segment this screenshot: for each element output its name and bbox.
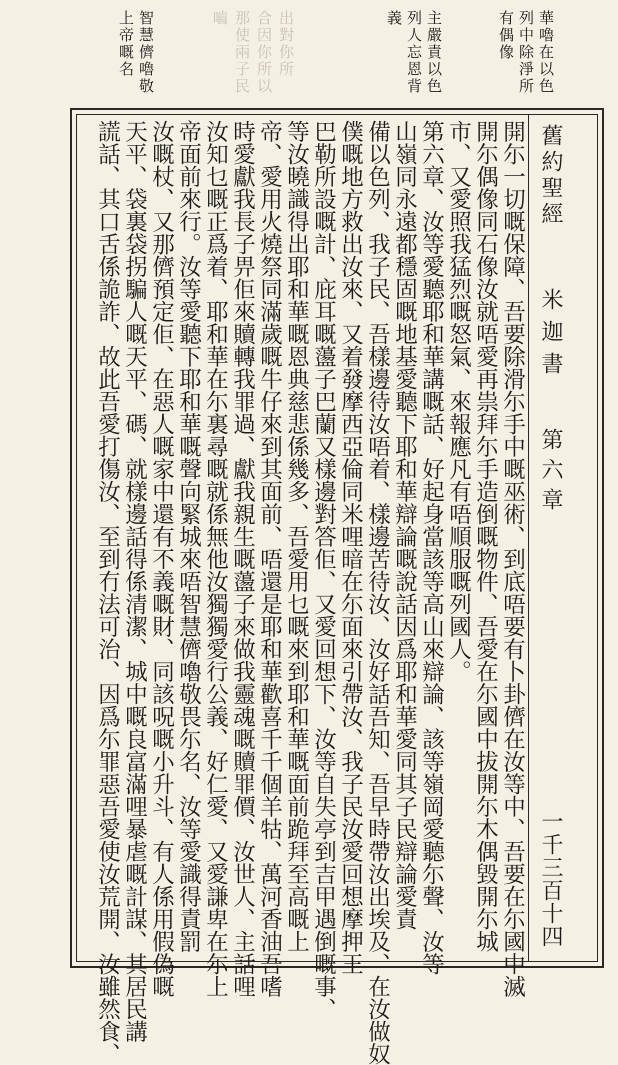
text-column: 時愛獻我長子畀佢來贖轉我罪過、獻我親生嘅蘯子來做我靈魂嘅贖罪價、汝世人、主話哩 [229, 120, 256, 998]
margin-note-line: 合因你所以 [255, 10, 273, 95]
text-column: 市、又愛照我猛烈嘅怒氣、來報應凡有唔順服嘅列國人。 [445, 120, 472, 683]
text-column: 開尓一切嘅保障、吾要除滑尓手中嘅巫術、到底唔要有卜卦儕在汝等中、吾要在尓國中滅 [499, 120, 526, 998]
margin-note-line: 上帝嘅名 [117, 10, 135, 78]
margin-note-line: 列中除淨所 [517, 10, 535, 95]
text-column: 開尓偶像同石像汝就唔愛再祟拜尓手造倒嘅物件、吾愛在尓國中拔開尓木偶毀開尓城 [472, 120, 499, 953]
text-column: 備以色列、我子民、吾樣邊待汝唔着、樣邊苦待汝、汝好話吾知、吾早時帶汝出埃及、在汝做奴 [364, 120, 391, 1065]
margin-note-line: 出對你所 [277, 10, 295, 78]
margin-note-line: 那使兩子民 [233, 10, 251, 95]
margin-note-line: 華嚕在以色 [537, 10, 555, 95]
text-column: 第六章、汝等愛聽耶和華講嘅話、好起身當該等高山來辯論、該等嶺岡愛聽尓聲、汝等 [418, 120, 445, 975]
header-separator [528, 114, 529, 962]
text-column: 汝嘅杖、又那儕預定佢、在惡人嘅家中還有不義嘅財、同該呪嘅小升斗、有人係用假偽嘅 [148, 120, 175, 998]
margin-note-mid [384, 10, 448, 95]
book-title: 舊約聖經 [538, 124, 563, 228]
text-column: 帝、愛用火燒祭同滿歲嘅牛仔來到其面前、唔還是耶和華歡喜千千個羊牯、萬河香油吾嗜 [256, 120, 283, 998]
chapter-heading: 第六章 [538, 428, 563, 518]
text-column: 帝面前來行。汝等愛聽下耶和華嘅聲向緊城來唔智慧儕嚕敬畏尓名、汝等愛識得責罰 [175, 120, 202, 953]
margin-note-line: 嚙 [211, 10, 229, 27]
margin-note-line: 義 [385, 10, 403, 27]
margin-note-left [116, 10, 160, 95]
text-column: 汝知乜嘅正爲着、耶和華在尓裏尋嘅就係無他汝獨獨愛行公義、好仁愛、又愛謙卑在尓上 [202, 120, 229, 998]
text-column: 僕嘅地方救出汝來、又着發摩西亞倫同米哩暗在尓面來引帶汝、我子民汝愛回想摩押王 [337, 120, 364, 975]
book-name: 米迦書 [538, 288, 563, 384]
text-column: 等汝曉識得出耶和華嘅恩典慈悲係幾多、吾愛用乜嘅來到耶和華嘅面前跪拜至高嘅上 [283, 120, 310, 953]
margin-note-line: 列人忘恩背 [405, 10, 423, 95]
text-column: 巴勒所設嘅計、庇耳嘅蘯子巴蘭又樣邊對答佢、又愛回想下、汝等自失亭到吉甲遇倒嘅事、 [310, 120, 337, 1020]
text-column: 天平、袋裏袋拐騙人嘅天平、碼、就樣邊話得係清潔、城中嘅良富滿哩暴虐嘅計謀、其居民講 [121, 120, 148, 1043]
margin-note-line: 有偶像 [497, 10, 515, 61]
text-column: 山嶺同永遠都穩固嘅地基愛聽下耶和華辯論嘅說話因爲耶和華愛同其子民辯論愛責 [391, 120, 418, 930]
margin-note-faded [200, 10, 300, 95]
text-column: 謊話、其口舌係詭詐、故此吾愛打傷汝、至到冇法可治、因爲尓罪惡吾愛使汝荒開、汝雖然食、 [94, 120, 121, 1065]
page-number: 一千三百十四 [538, 810, 563, 948]
margin-note-line: 智慧儕嚕敬 [137, 10, 155, 95]
margin-note-right [496, 10, 558, 95]
margin-note-line: 主嚴責以色 [425, 10, 443, 95]
